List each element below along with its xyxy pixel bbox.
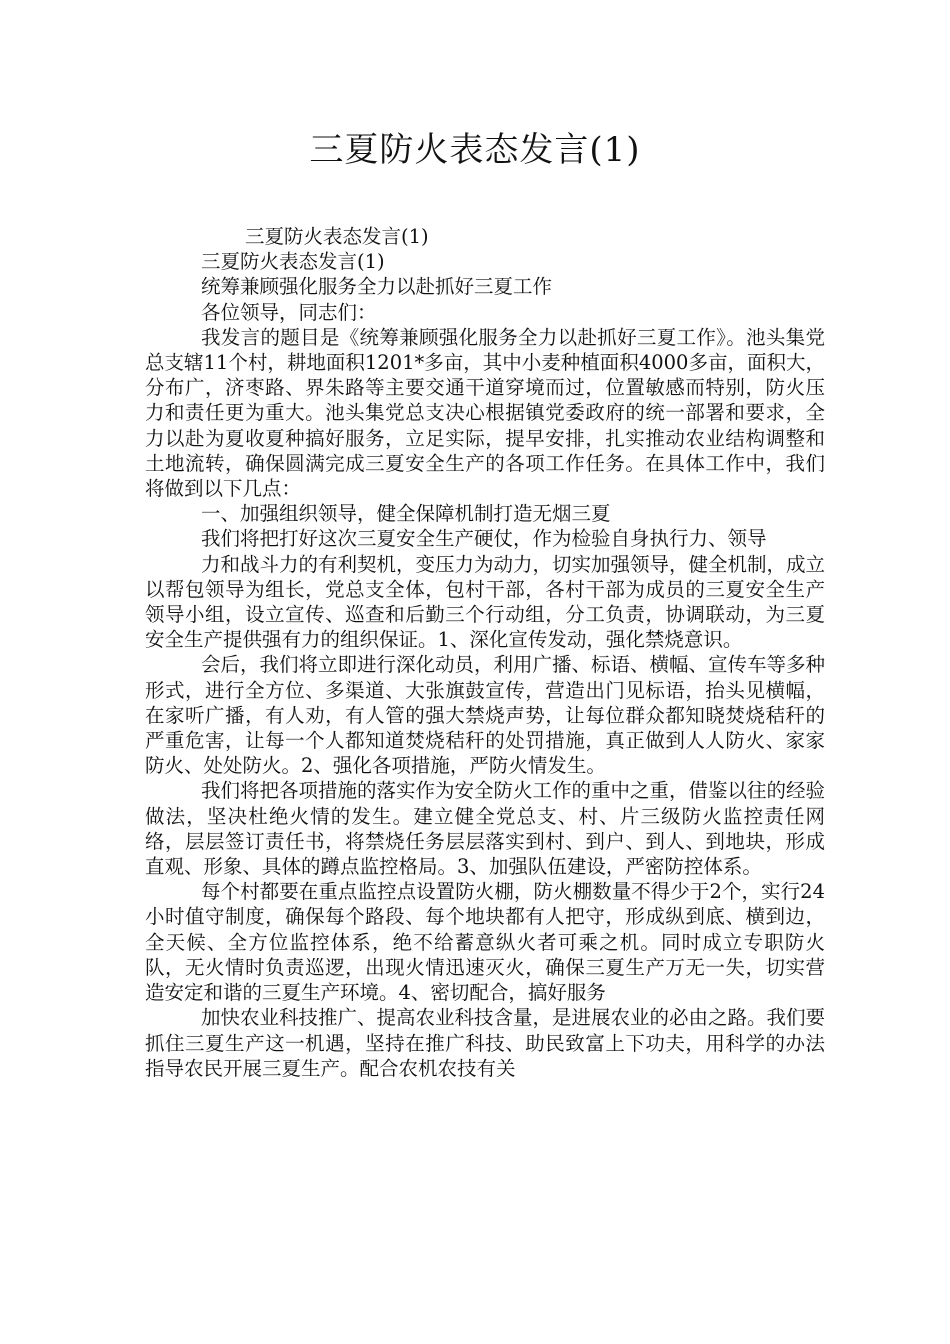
paragraph: 会后，我们将立即进行深化动员，利用广播、标语、横幅、宣传车等多种形式，进行全方位、多渠道、大张旗鼓宣传，营造出门见标语，抬头见横幅，在家听广播，有人劝，有人管的强大禁烧声势，让每位群众都知晓焚烧秸秆的严重危害，让每一个人都知道焚烧秸秆的处罚措施，真正做到人人防火、家家防火、处处防火。2、强化各项措施，严防火情发生。 [145, 653, 826, 778]
paragraph: 加快农业科技推广、提高农业科技含量，是进展农业的必由之路。我们要抓住三夏生产这一机遇，坚持在推广科技、助民致富上下功夫，用科学的办法指导农民开展三夏生产。配合农机农技有关 [145, 1006, 826, 1080]
paragraph: 三夏防火表态发言(1) [201, 250, 385, 274]
paragraph: 三夏防火表态发言(1) [245, 225, 429, 248]
paragraph: 我们将把打好这次三夏安全生产硬仗，作为检验自身执行力、领导 [201, 527, 767, 551]
paragraph: 力和战斗力的有利契机，变压力为动力，切实加强领导，健全机制，成立以帮包领导为组长，党总支全体，包村干部，各村干部为成员的三夏安全生产领导小组，设立宣传、巡查和后勤三个行动组，分工负责，协调联动，为三夏安全生产提供强有力的组织保证。1、深化宣传发动，强化禁烧意识。 [145, 552, 826, 652]
paragraph: 我发言的题目是《统筹兼顾强化服务全力以赴抓好三夏工作》。池头集党总支辖11个村，耕地面积1201*多亩，其中小麦种植面积4000多亩，面积大，分布广，济枣路、界朱路等主要交通干道穿境而过，位置敏感而特别，防火压力和责任更为重大。池头集党总支决心根据镇党委政府的统一部署和要求，全力以赴为夏收夏种搞好服务，立足实际，提早安排，扎实推动农业结构调整和土地流转，确保圆满完成三夏安全生产的各项工作任务。在具体工作中，我们将做到以下几点： [145, 325, 825, 501]
paragraph: 我们将把各项措施的落实作为安全防火工作的重中之重，借鉴以往的经验做法，坚决杜绝火情的发生。建立健全党总支、村、片三级防火监控责任网络，层层签订责任书，将禁烧任务层层落实到村、到户、到人、到地块，形成直观、形象、具体的蹲点监控格局。3、加强队伍建设，严密防控体系。 [145, 779, 826, 879]
paragraph: 一、加强组织领导，健全保障机制打造无烟三夏 [201, 502, 611, 526]
paragraph: 统筹兼顾强化服务全力以赴抓好三夏工作 [201, 275, 553, 299]
paragraph: 各位领导，同志们： [201, 300, 377, 324]
paragraph: 每个村都要在重点监控点设置防火棚，防火棚数量不得少于2个，实行24小时值守制度，确保每个路段、每个地块都有人把守，形成纵到底、横到边，全天候、全方位监控体系，绝不给蓄意纵火者可乘之机。同时成立专职防火队，无火情时负责巡逻，出现火情迅速灭火，确保三夏生产万无一失，切实营造安定和谐的三夏生产环境。4、密切配合，搞好服务 [145, 880, 825, 1005]
document-title: 三夏防火表态发言(1) [309, 130, 641, 170]
document-body [145, 224, 825, 1081]
